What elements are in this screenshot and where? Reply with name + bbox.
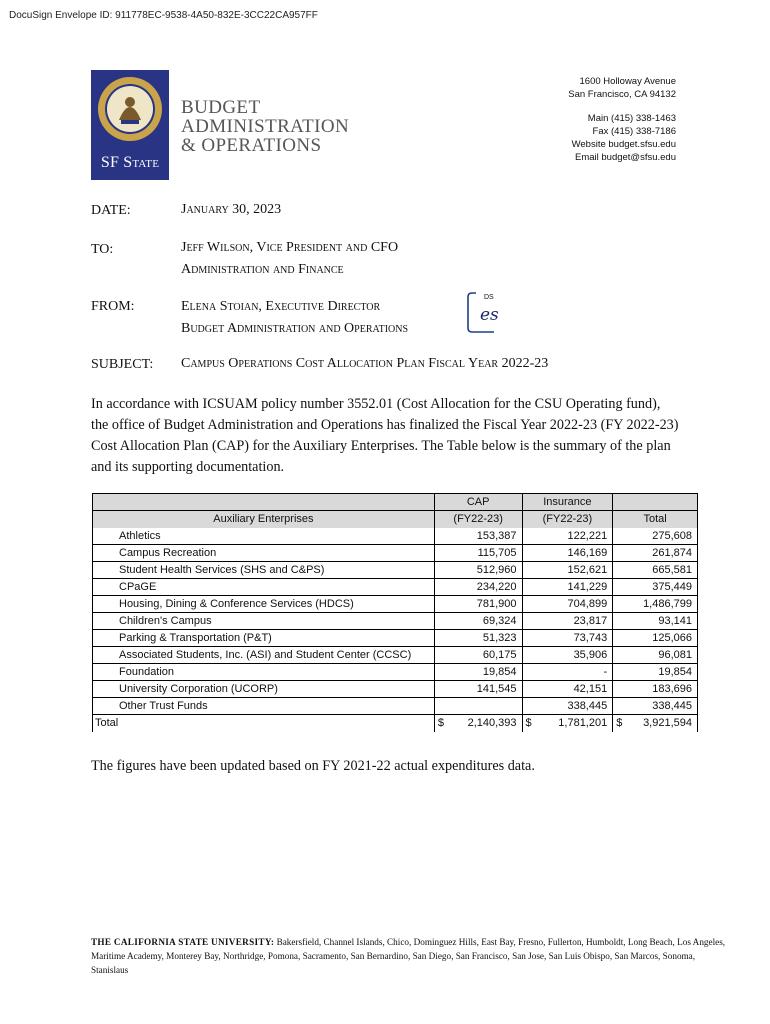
cap-cell: 19,854 bbox=[434, 664, 522, 681]
cost-allocation-table bbox=[92, 493, 698, 732]
to-line-1: Jeff Wilson, Vice President and CFO bbox=[181, 240, 399, 255]
total-value: 2,140,393 bbox=[467, 717, 517, 730]
from-sender bbox=[181, 296, 408, 340]
insurance-cell: 152,621 bbox=[522, 562, 613, 579]
cap-header: CAP bbox=[434, 494, 522, 511]
insurance-cell: 42,151 bbox=[522, 681, 613, 698]
from-label: FROM: bbox=[91, 299, 135, 314]
insurance-cell: 35,906 bbox=[522, 647, 613, 664]
total-cap-cell bbox=[434, 715, 522, 732]
city-address: San Francisco, CA 94132 bbox=[568, 89, 676, 100]
table-row bbox=[93, 630, 698, 647]
enterprise-name-cell: Student Health Services (SHS and C&PS) bbox=[93, 562, 435, 579]
update-note: The figures have been updated based on FY 2021-22 actual expenditures data. bbox=[91, 758, 535, 774]
enterprise-name-cell: Campus Recreation bbox=[93, 545, 435, 562]
table-header-row-1 bbox=[93, 494, 698, 511]
insurance-cell: 704,899 bbox=[522, 596, 613, 613]
table-row bbox=[93, 562, 698, 579]
fax-number: Fax (415) 338-7186 bbox=[592, 126, 676, 137]
date-label: DATE: bbox=[91, 203, 131, 218]
memo-date: January 30, 2023 bbox=[181, 202, 282, 217]
enterprise-name-cell: Athletics bbox=[93, 528, 435, 545]
main-phone: Main (415) 338-1463 bbox=[587, 113, 676, 124]
table-row bbox=[93, 579, 698, 596]
from-line-1: Elena Stoian, Executive Director bbox=[181, 299, 381, 314]
insurance-cell: 338,445 bbox=[522, 698, 613, 715]
enterprise-name-cell: Housing, Dining & Conference Services (HDCS) bbox=[93, 596, 435, 613]
csu-footer bbox=[91, 935, 731, 977]
total-total-cell bbox=[613, 715, 698, 732]
cap-cell: 115,705 bbox=[434, 545, 522, 562]
cap-cell bbox=[434, 698, 522, 715]
insurance-cell: 122,221 bbox=[522, 528, 613, 545]
cap-cell: 153,387 bbox=[434, 528, 522, 545]
to-recipient bbox=[181, 237, 398, 281]
docusign-envelope-id: DocuSign Envelope ID: 911778EC-9538-4A50-832E-3CC22CA957FF bbox=[9, 10, 318, 21]
cap-year-header: (FY22-23) bbox=[434, 511, 522, 528]
insurance-header: Insurance bbox=[522, 494, 613, 511]
street-address: 1600 Holloway Avenue bbox=[579, 76, 676, 87]
auxiliary-enterprises-header: Auxiliary Enterprises bbox=[93, 511, 435, 528]
total-cell: 1,486,799 bbox=[613, 596, 698, 613]
total-cell: 93,141 bbox=[613, 613, 698, 630]
table-row bbox=[93, 698, 698, 715]
to-line-2: Administration and Finance bbox=[181, 262, 344, 277]
cap-cell: 234,220 bbox=[434, 579, 522, 596]
table-total-row bbox=[93, 715, 698, 732]
department-line-2: ADMINISTRATION bbox=[181, 116, 350, 137]
table-row bbox=[93, 545, 698, 562]
email: Email budget@sfsu.edu bbox=[574, 152, 676, 163]
footer-lead: THE CALIFORNIA STATE UNIVERSITY: bbox=[91, 937, 275, 947]
enterprise-name-cell: Associated Students, Inc. (ASI) and Student Center (CCSC) bbox=[93, 647, 435, 664]
body-paragraph: In accordance with ICSUAM policy number 3552.01 (Cost Allocation for the CSU Operating fund), the office of Budget Administration and Operations has finalized the Fiscal Year 2022-23 (FY 2022-23) Cost Allocation Plan (CAP) for the Auxiliary Enterprises. The Table below is the summary of the plan and its supporting documentation. bbox=[91, 396, 679, 475]
total-cell: 125,066 bbox=[613, 630, 698, 647]
cap-cell: 141,545 bbox=[434, 681, 522, 698]
department-line-1: BUDGET bbox=[181, 97, 261, 118]
table-header-row-2 bbox=[93, 511, 698, 528]
department-line-3: & OPERATIONS bbox=[181, 135, 322, 156]
total-header: Total bbox=[613, 511, 698, 528]
seal-text: SF State bbox=[100, 154, 160, 171]
cap-cell: 69,324 bbox=[434, 613, 522, 630]
total-cell: 183,696 bbox=[613, 681, 698, 698]
total-cell: 375,449 bbox=[613, 579, 698, 596]
enterprise-name-cell: Other Trust Funds bbox=[93, 698, 435, 715]
enterprise-name-cell: Parking & Transportation (P&T) bbox=[93, 630, 435, 647]
insurance-year-header: (FY22-23) bbox=[522, 511, 613, 528]
sf-state-logo bbox=[91, 70, 169, 180]
insurance-cell: 146,169 bbox=[522, 545, 613, 562]
website: Website budget.sfsu.edu bbox=[571, 139, 676, 150]
docusign-signature-icon bbox=[466, 291, 528, 334]
subject-label: SUBJECT: bbox=[91, 357, 154, 372]
cap-cell: 781,900 bbox=[434, 596, 522, 613]
total-label: Total bbox=[93, 715, 435, 732]
insurance-cell: 141,229 bbox=[522, 579, 613, 596]
insurance-cell: 73,743 bbox=[522, 630, 613, 647]
signature-tag: DS bbox=[484, 294, 494, 301]
total-cell: 261,874 bbox=[613, 545, 698, 562]
cap-cell: 51,323 bbox=[434, 630, 522, 647]
signature-initials: es bbox=[480, 305, 499, 325]
enterprise-name-cell: CPaGE bbox=[93, 579, 435, 596]
memo-subject: Campus Operations Cost Allocation Plan Fiscal Year 2022-23 bbox=[181, 356, 549, 371]
footer-campuses: Bakersfield, Channel Islands, Chico, Dominguez Hills, East Bay, Fresno, Fullerton, Humboldt, Long Beach, Los Angeles, Maritime Academy, Monterey Bay, Northridge, Pomona, Sacramento, San Bernardino, San Diego, San Francisco, San Jose, San Luis Obispo, San Marcos, Sonoma, Stanislaus bbox=[91, 937, 726, 975]
enterprise-name-cell: Foundation bbox=[93, 664, 435, 681]
table-row bbox=[93, 647, 698, 664]
total-insurance-cell bbox=[522, 715, 613, 732]
total-cell: 96,081 bbox=[613, 647, 698, 664]
insurance-cell: 23,817 bbox=[522, 613, 613, 630]
cap-cell: 60,175 bbox=[434, 647, 522, 664]
enterprise-name-cell: University Corporation (UCORP) bbox=[93, 681, 435, 698]
table-row bbox=[93, 681, 698, 698]
enterprise-name-cell: Children's Campus bbox=[93, 613, 435, 630]
total-cell: 19,854 bbox=[613, 664, 698, 681]
currency-symbol: $ bbox=[616, 717, 623, 730]
cap-cell: 512,960 bbox=[434, 562, 522, 579]
to-label: TO: bbox=[91, 242, 114, 257]
currency-symbol: $ bbox=[525, 717, 532, 730]
department-name bbox=[181, 98, 349, 155]
currency-symbol: $ bbox=[437, 717, 444, 730]
total-value: 1,781,201 bbox=[558, 717, 608, 730]
from-line-2: Budget Administration and Operations bbox=[181, 321, 409, 336]
insurance-cell: - bbox=[522, 664, 613, 681]
total-value: 3,921,594 bbox=[643, 717, 692, 730]
contact-address bbox=[568, 75, 676, 164]
total-cell: 275,608 bbox=[613, 528, 698, 545]
university-seal-icon bbox=[97, 76, 163, 142]
table-row bbox=[93, 528, 698, 545]
total-cell: 338,445 bbox=[613, 698, 698, 715]
table-row bbox=[93, 596, 698, 613]
table-row bbox=[93, 613, 698, 630]
total-cell: 665,581 bbox=[613, 562, 698, 579]
table-row bbox=[93, 664, 698, 681]
